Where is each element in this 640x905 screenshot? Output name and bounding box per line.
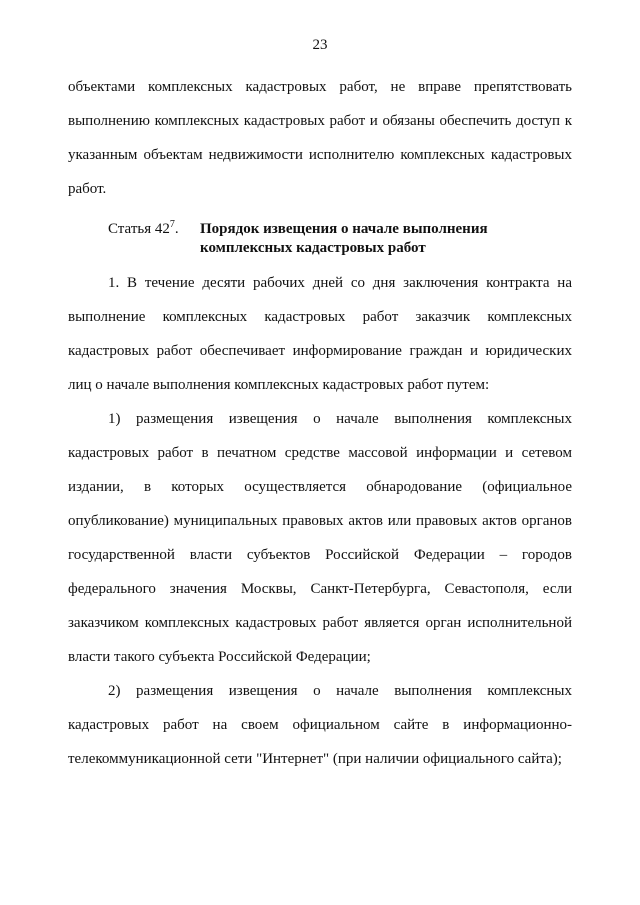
article-title: Порядок извещения о начале выполнения комплексных кадастровых работ: [200, 221, 488, 256]
paragraph-subclause-2: 2) размещения извещения о начале выполнения комплексных кадастровых работ на своем официальном сайте в информационно-телекоммуникационной сети "Интернет" (при наличии официального сайта);: [68, 683, 572, 767]
article-label: Статья 42: [108, 221, 170, 237]
page-number: 23: [312, 37, 328, 53]
article-superscript: 7: [169, 219, 175, 230]
paragraph-clause-1: 1. В течение десяти рабочих дней со дня заключения контракта на выполнение комплексных кадастровых работ заказчик комплексных кадастровых работ обеспечивает информирование граждан и юридических лиц о начале выполнения комплексных кадастровых работ путем:: [68, 275, 572, 393]
paragraph-continuation-block: [68, 70, 572, 206]
article-heading: [68, 220, 572, 258]
article-body: [68, 266, 572, 776]
paragraph-continuation: объектами комплексных кадастровых работ, не вправе препятствовать выполнению комплексных кадастровых работ и обязаны обеспечить доступ к указанным объектам недвижимости исполнителю комплексных кадастровых работ.: [68, 79, 572, 197]
article-number: [68, 220, 200, 258]
paragraph-subclause-1: 1) размещения извещения о начале выполнения комплексных кадастровых работ в печатном средстве массовой информации и сетевом издании, в которых осуществляется обнародование (официальное опубликование) муниципальных правовых актов или правовых актов органов государственной власти субъектов Российской Федерации – городов федерального значения Москвы, Санкт-Петербурга, Севастополя, если заказчиком комплексных кадастровых работ является орган исполнительной власти такого субъекта Российской Федерации;: [68, 411, 572, 665]
article-dot: .: [174, 221, 179, 237]
